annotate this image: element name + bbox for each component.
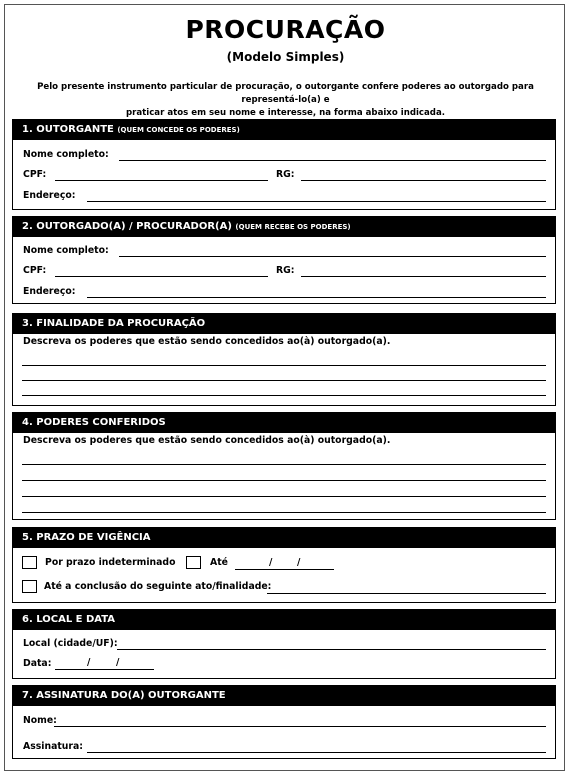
nome-field[interactable] bbox=[119, 160, 546, 161]
text-line[interactable] bbox=[22, 464, 546, 465]
conclusao-label: Até a conclusão do seguinte ato/finalidade: bbox=[44, 581, 272, 592]
nome-label: Nome: bbox=[23, 715, 57, 726]
section-header bbox=[13, 686, 555, 706]
section-header bbox=[13, 314, 555, 334]
page-title: PROCURAÇÃO bbox=[185, 15, 386, 44]
rg-label: RG: bbox=[276, 265, 295, 276]
rg-field[interactable] bbox=[301, 276, 546, 277]
endereco-label: Endereço: bbox=[23, 190, 76, 201]
section-header bbox=[13, 610, 555, 630]
instruction-text: Descreva os poderes que estão sendo concedidos ao(à) outorgado(a). bbox=[23, 336, 391, 347]
date-slash: / bbox=[297, 557, 301, 568]
local-label: Local (cidade/UF): bbox=[23, 638, 118, 649]
cpf-label: CPF: bbox=[23, 169, 47, 180]
text-line[interactable] bbox=[22, 512, 546, 513]
conclusao-field[interactable] bbox=[267, 593, 546, 594]
cpf-label: CPF: bbox=[23, 265, 47, 276]
section-title: 2. OUTORGADO(A) / PROCURADOR(A) bbox=[22, 221, 232, 232]
endereco-field[interactable] bbox=[87, 297, 546, 298]
section-finalidade bbox=[12, 313, 556, 406]
section-poderes bbox=[12, 412, 556, 520]
section-header bbox=[13, 528, 555, 548]
cpf-field[interactable] bbox=[55, 180, 268, 181]
text-line[interactable] bbox=[22, 496, 546, 497]
ate-date-field[interactable] bbox=[235, 569, 334, 570]
section-header bbox=[13, 217, 555, 237]
section-assinatura bbox=[12, 685, 556, 759]
text-line[interactable] bbox=[22, 380, 546, 381]
text-line[interactable] bbox=[22, 480, 546, 481]
section-title: 4. PODERES CONFERIDOS bbox=[22, 417, 166, 428]
indeterminado-checkbox[interactable] bbox=[22, 556, 37, 569]
section-note: (QUEM RECEBE OS PODERES) bbox=[235, 223, 351, 231]
nome-label: Nome completo: bbox=[23, 149, 109, 160]
section-outorgado bbox=[12, 216, 556, 304]
section-title: 7. ASSINATURA DO(A) OUTORGANTE bbox=[22, 690, 226, 701]
nome-label: Nome completo: bbox=[23, 245, 109, 256]
section-title: 3. FINALIDADE DA PROCURAÇÃO bbox=[22, 318, 206, 329]
data-field[interactable] bbox=[55, 669, 154, 670]
rg-label: RG: bbox=[276, 169, 295, 180]
endereco-field[interactable] bbox=[87, 201, 546, 202]
intro-text bbox=[14, 81, 557, 120]
nome-field[interactable] bbox=[119, 256, 546, 257]
ate-label: Até bbox=[210, 557, 228, 568]
date-slash: / bbox=[87, 657, 91, 668]
conclusao-checkbox[interactable] bbox=[22, 580, 37, 593]
text-line[interactable] bbox=[22, 395, 546, 396]
nome-field[interactable] bbox=[54, 726, 546, 727]
instruction-text: Descreva os poderes que estão sendo concedidos ao(à) outorgado(a). bbox=[23, 435, 391, 446]
cpf-field[interactable] bbox=[55, 276, 268, 277]
indeterminado-label: Por prazo indeterminado bbox=[45, 557, 176, 568]
data-label: Data: bbox=[23, 658, 52, 669]
ate-checkbox[interactable] bbox=[186, 556, 201, 569]
endereco-label: Endereço: bbox=[23, 286, 76, 297]
intro-line-2: praticar atos em seu nome e interesse, na forma abaixo indicada. bbox=[125, 108, 446, 118]
local-field[interactable] bbox=[117, 649, 546, 650]
section-header bbox=[13, 413, 555, 433]
section-outorgante bbox=[12, 119, 556, 210]
section-title: 6. LOCAL E DATA bbox=[22, 614, 116, 625]
text-line[interactable] bbox=[22, 365, 546, 366]
date-slash: / bbox=[116, 657, 120, 668]
page-subtitle: (Modelo Simples) bbox=[226, 50, 345, 64]
date-slash: / bbox=[269, 557, 273, 568]
section-prazo bbox=[12, 527, 556, 603]
section-local-data bbox=[12, 609, 556, 679]
assinatura-field[interactable] bbox=[87, 752, 546, 753]
section-header bbox=[13, 120, 555, 140]
rg-field[interactable] bbox=[301, 180, 546, 181]
section-title: 5. PRAZO DE VIGÊNCIA bbox=[22, 532, 151, 543]
assinatura-label: Assinatura: bbox=[23, 741, 83, 752]
section-title: 1. OUTORGANTE bbox=[22, 124, 114, 135]
intro-line-1: Pelo presente instrumento particular de procuração, o outorgante confere poderes ao outorgado para representá-lo(a) e bbox=[37, 82, 534, 105]
section-note: (QUEM CONCEDE OS PODERES) bbox=[117, 126, 240, 134]
